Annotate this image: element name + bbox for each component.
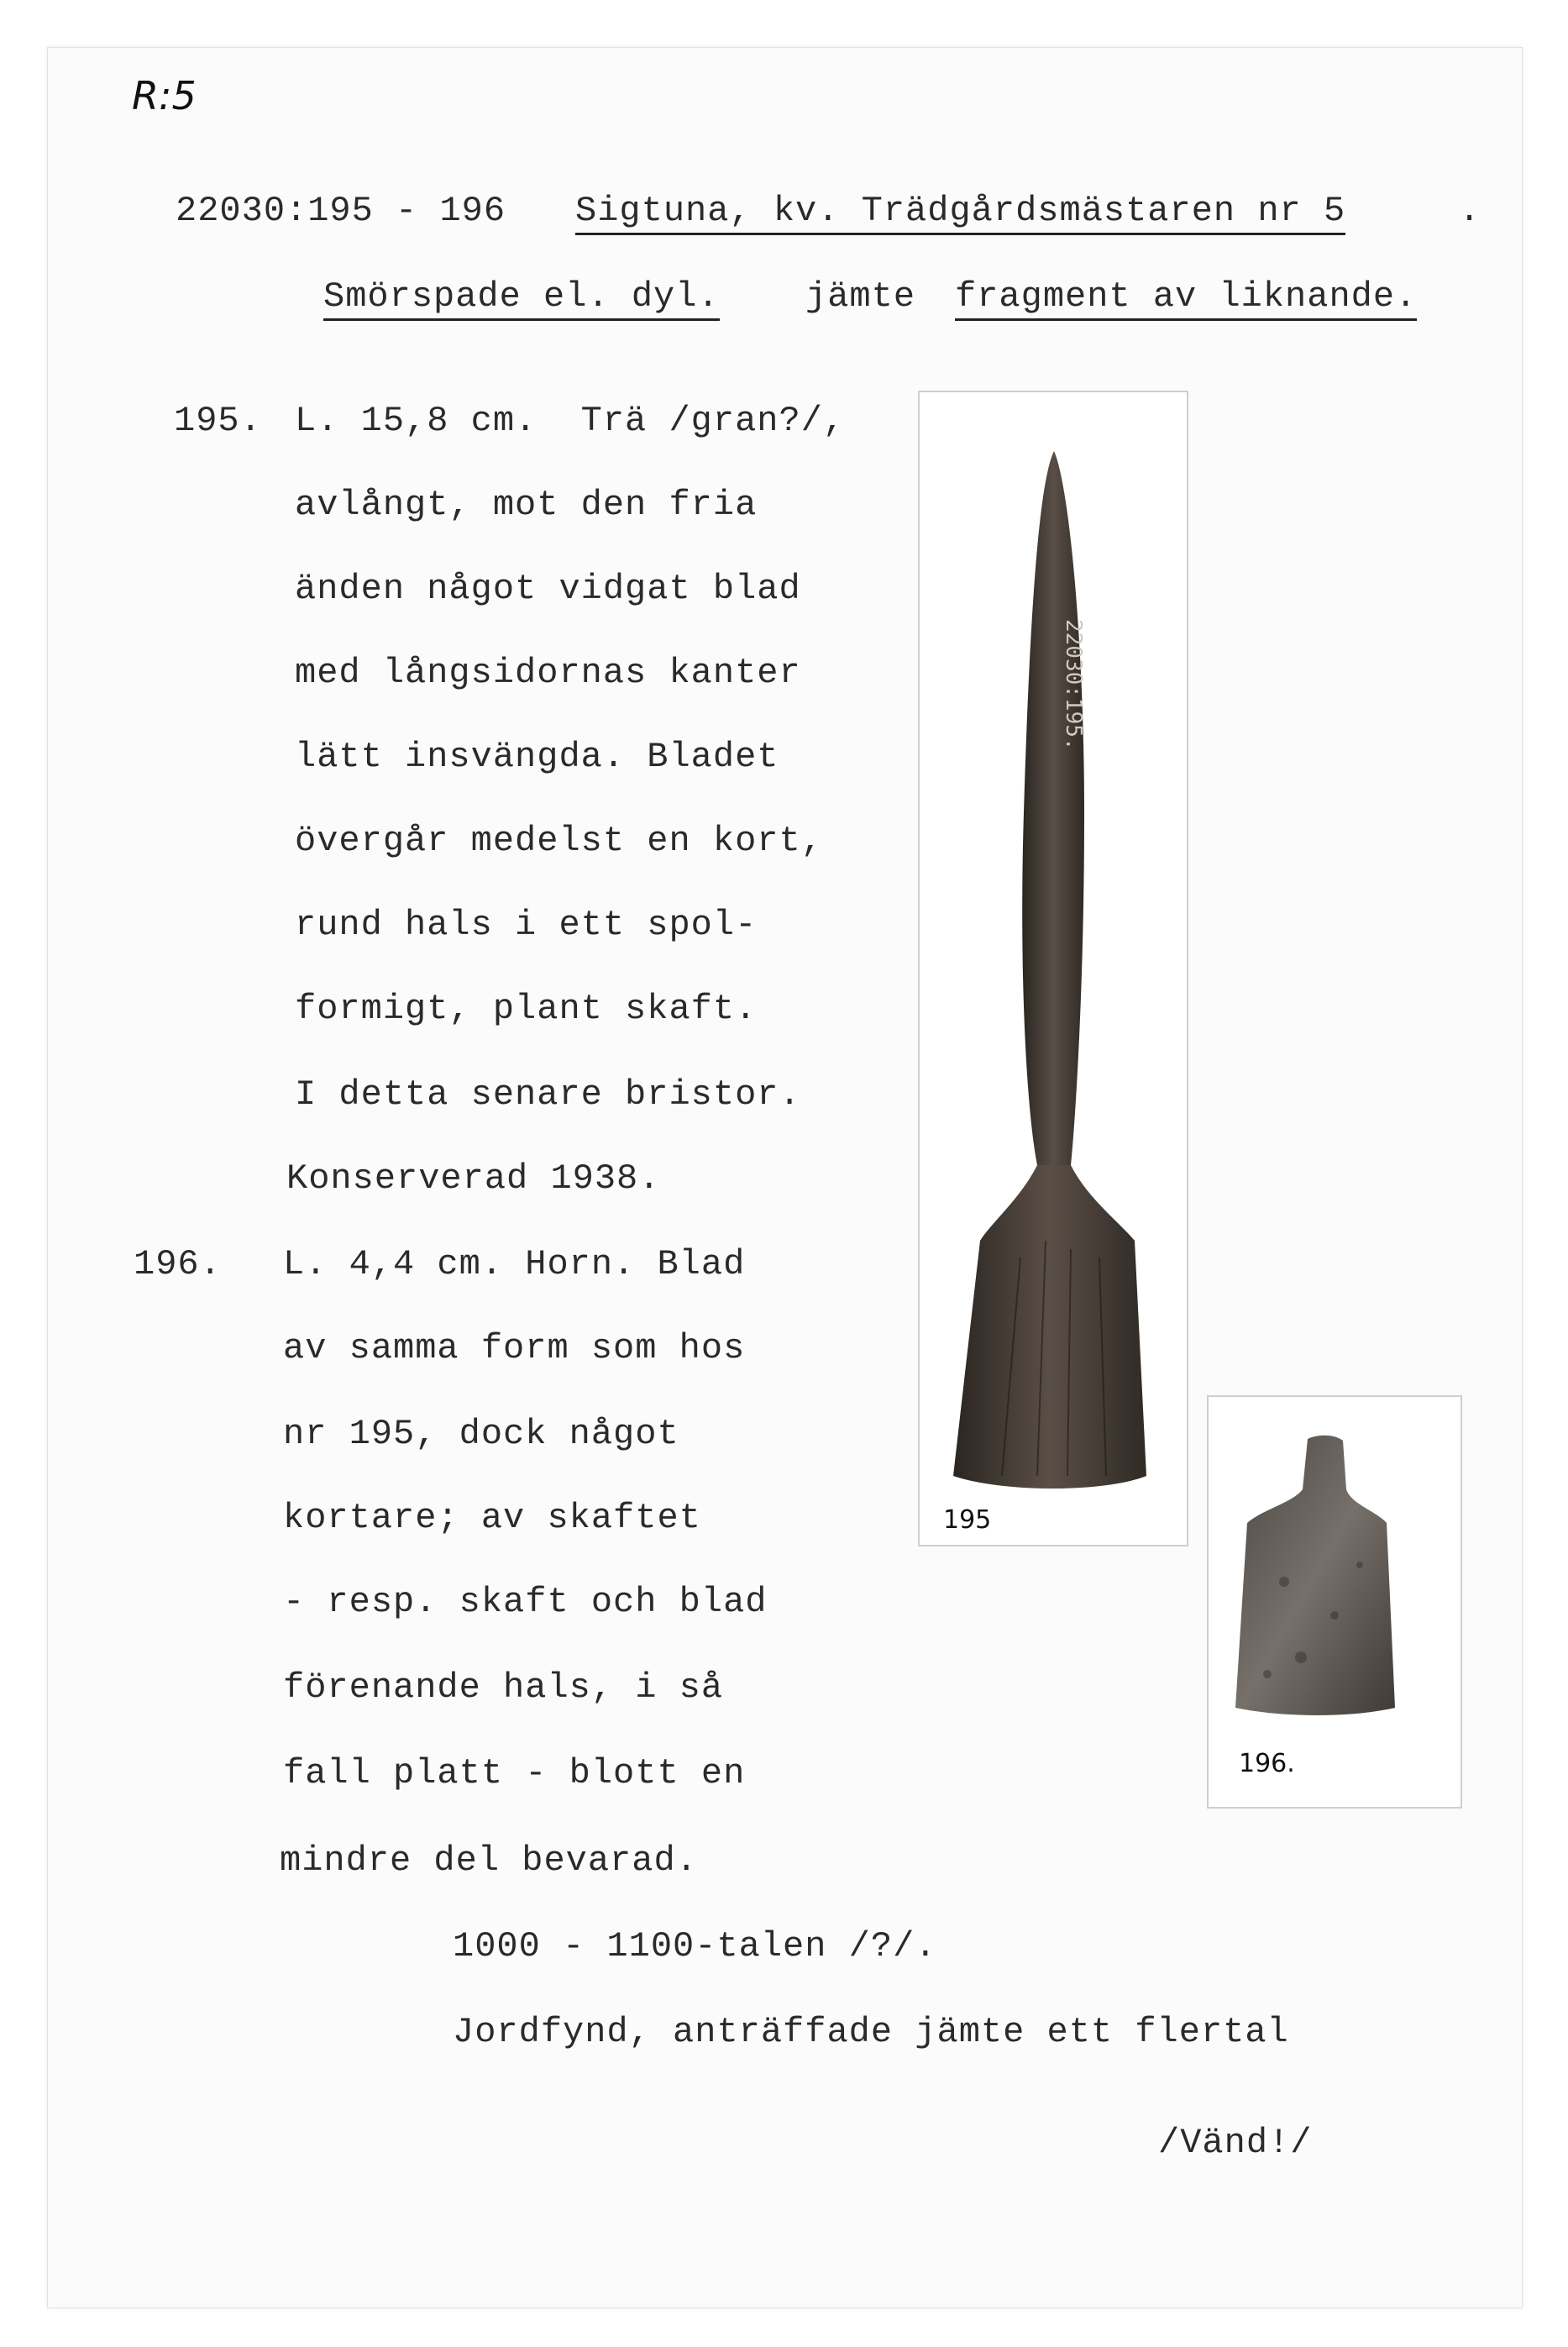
item-195-line: L. 15,8 cm. Trä /gran?/, <box>295 401 846 441</box>
photo-196-label: 196. <box>1239 1749 1295 1778</box>
find-context-text: Jordfynd, anträffade jämte ett flertal <box>453 2012 1289 2052</box>
item-195-line: rund hals i ett spol- <box>295 905 758 945</box>
item-196-number: 196. <box>134 1244 222 1284</box>
corner-mark: R:5 <box>132 73 197 118</box>
spatula-illustration <box>920 392 1187 1545</box>
item-195-line: I detta senare bristor. <box>295 1074 801 1115</box>
catalog-number: 22030:195 - 196 <box>176 191 506 231</box>
catalog-card <box>47 47 1523 2308</box>
object-fragment-note: fragment av liknande. <box>955 276 1417 321</box>
item-195-line: övergår medelst en kort, <box>295 821 823 861</box>
find-location-period: . <box>1459 191 1481 231</box>
photo-item-195 <box>918 391 1188 1546</box>
photo-item-196 <box>1207 1395 1462 1809</box>
item-195-number: 195. <box>174 401 262 441</box>
spatula-blade <box>953 1165 1146 1489</box>
horn-fragment-illustration <box>1209 1397 1460 1807</box>
item-196-line: L. 4,4 cm. Horn. Blad <box>283 1244 746 1284</box>
photo-195-inscription: 22030:195. <box>1061 619 1086 751</box>
item-196-line: förenande hals, i så <box>283 1667 724 1708</box>
item-196-line: nr 195, dock något <box>283 1414 679 1454</box>
object-title-connector: jämte <box>805 276 916 317</box>
item-195-line: Konserverad 1938. <box>286 1158 661 1199</box>
item-196-line: fall platt - blott en <box>283 1753 746 1793</box>
horn-fragment <box>1235 1436 1395 1715</box>
item-196-line: kortare; av skaftet <box>283 1498 701 1538</box>
item-196-line: - resp. skaft och blad <box>283 1582 768 1622</box>
spatula-handle <box>1022 451 1084 1165</box>
item-195-line: avlångt, mot den fria <box>295 485 758 525</box>
photo-195-label: 195 <box>943 1505 992 1535</box>
item-195-line: lätt insvängda. Bladet <box>295 737 779 777</box>
turn-over-note: /Vänd!/ <box>1158 2123 1313 2163</box>
item-195-line: med långsidornas kanter <box>295 653 801 693</box>
find-location: Sigtuna, kv. Trädgårdsmästaren nr 5 <box>575 191 1345 235</box>
item-196-line: mindre del bevarad. <box>280 1840 698 1881</box>
item-195-line: formigt, plant skaft. <box>295 989 758 1029</box>
item-195-line: änden något vidgat blad <box>295 569 801 609</box>
dating-text: 1000 - 1100-talen /?/. <box>453 1926 937 1966</box>
item-196-line: av samma form som hos <box>283 1328 746 1368</box>
object-title: Smörspade el. dyl. <box>323 276 720 321</box>
